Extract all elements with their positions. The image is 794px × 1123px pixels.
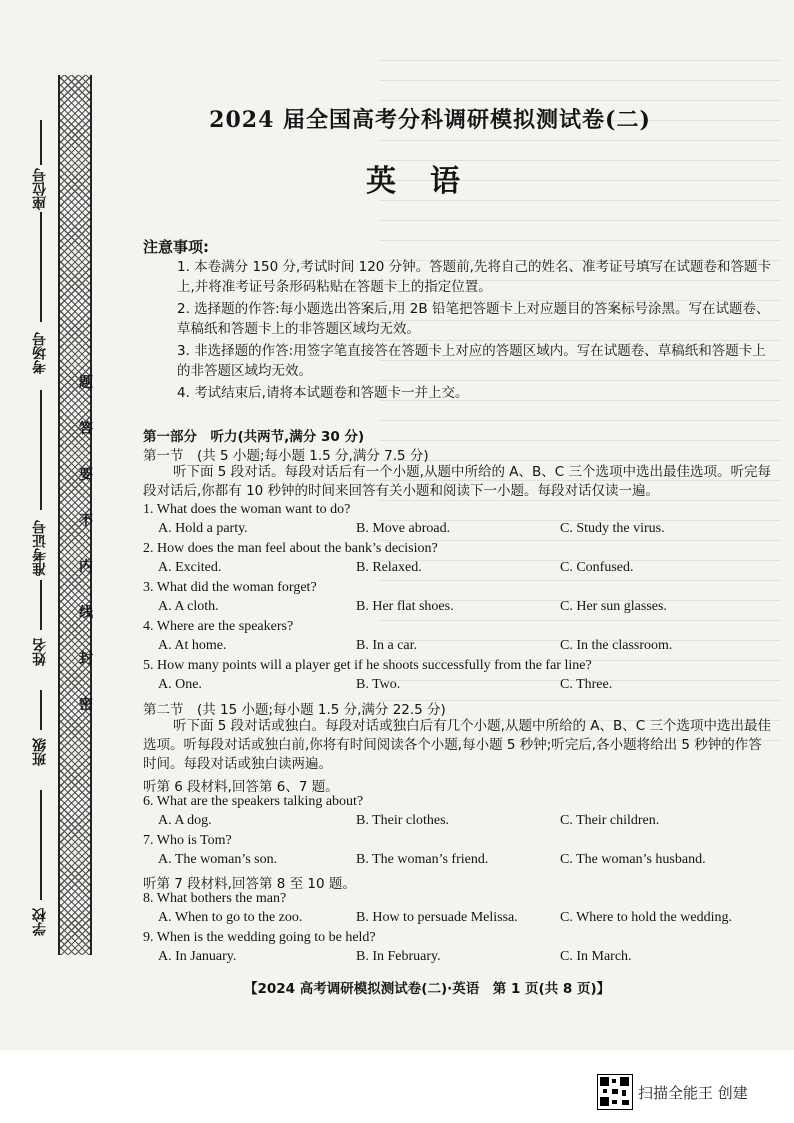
seal-char: 题 xyxy=(79,375,93,391)
room-label: 考场号 xyxy=(32,332,48,374)
subject-title: 英语 xyxy=(366,164,494,199)
option-c: C. In March. xyxy=(560,949,632,964)
seal-char: 要 xyxy=(79,467,93,483)
option-b: B. Two. xyxy=(356,677,401,692)
seal-char: 线 xyxy=(79,605,93,621)
option-c: C. Three. xyxy=(560,677,613,692)
question-text: 3. What did the woman forget? xyxy=(143,580,317,595)
material-7-instruction: 听第 7 段材料,回答第 8 至 10 题。 xyxy=(143,876,356,892)
option-a: A. At home. xyxy=(158,638,227,653)
question-text: 9. When is the wedding going to be held? xyxy=(143,930,376,945)
option-c: C. Their children. xyxy=(560,813,660,828)
name-label: 姓名 xyxy=(32,638,48,666)
material-6-instruction: 听第 6 段材料,回答第 6、7 题。 xyxy=(143,779,339,795)
school-label: 学校 xyxy=(32,908,48,936)
room-line xyxy=(40,212,42,322)
option-a: A. A dog. xyxy=(158,813,212,828)
ticket-line xyxy=(40,390,42,510)
seal-char: 内 xyxy=(79,559,93,575)
question-text: 2. How does the man feel about the bank’s decision? xyxy=(143,541,438,556)
class-label: 班级 xyxy=(32,738,48,766)
question-text: 4. Where are the speakers? xyxy=(143,619,294,634)
section1-instructions: 听下面 5 段对话。每段对话后有一个小题,从题中所给的 A、B、C 三个选项中选出最佳选项。听完每段对话后,你都有 10 秒钟的时间来回答有关小题和阅读下一小题。每段对话仅读一遍。 xyxy=(143,464,771,499)
seal-char: 不 xyxy=(79,513,93,529)
option-c: C. Confused. xyxy=(560,560,634,575)
option-c: C. The woman’s husband. xyxy=(560,852,706,867)
qr-code-icon xyxy=(597,1074,633,1110)
page-footer: 【2024 高考调研模拟测试卷(二)·英语 第 1 页(共 8 页)】 xyxy=(244,981,611,997)
option-a: A. Excited. xyxy=(158,560,222,575)
notice-item: 2. 选择题的作答:每小题选出答案后,用 2B 铅笔把答题卡上对应题目的答案标号涂黑。写在试题卷、草稿纸和答题卡上的非答题区域均无效。 xyxy=(177,301,770,337)
option-c: C. Study the virus. xyxy=(560,521,665,536)
seal-char: 封 xyxy=(79,651,93,667)
notice-item: 4. 考试结束后,请将本试题卷和答题卡一并上交。 xyxy=(177,385,469,401)
class-line xyxy=(40,690,42,730)
name-line xyxy=(40,580,42,630)
question-text: 1. What does the woman want to do? xyxy=(143,502,351,517)
option-b: B. In a car. xyxy=(356,638,418,653)
option-a: A. Hold a party. xyxy=(158,521,248,536)
option-c: C. In the classroom. xyxy=(560,638,673,653)
part1-heading: 第一部分 听力(共两节,满分 30 分) xyxy=(143,429,365,445)
option-c: C. Where to hold the wedding. xyxy=(560,910,732,925)
option-b: B. Move abroad. xyxy=(356,521,451,536)
option-b: B. How to persuade Melissa. xyxy=(356,910,518,925)
option-b: B. The woman’s friend. xyxy=(356,852,489,867)
option-a: A. One. xyxy=(158,677,202,692)
option-c: C. Her sun glasses. xyxy=(560,599,667,614)
question-text: 8. What bothers the man? xyxy=(143,891,287,906)
option-b: B. In February. xyxy=(356,949,441,964)
option-b: B. Relaxed. xyxy=(356,560,422,575)
question-text: 7. Who is Tom? xyxy=(143,833,232,848)
section2-instructions: 听下面 5 段对话或独白。每段对话或独白后有几个小题,从题中所给的 A、B、C 三个选项中选出最佳选项。听每段对话或独白前,你将有时间阅读各个小题,每小题 5 秒钟;听完后,各小题将给出 5 秒钟的作答时间。每段对话或独白读两遍。 xyxy=(143,718,771,772)
seat-line xyxy=(40,120,42,165)
notice-item: 3. 非选择题的作答:用签字笔直接答在答题卡上对应的答题区域内。写在试题卷、草稿纸和答题卡上的非答题区域均无效。 xyxy=(177,343,766,379)
school-line xyxy=(40,790,42,900)
option-b: B. Her flat shoes. xyxy=(356,599,454,614)
section2-heading: 第二节 (共 15 小题;每小题 1.5 分,满分 22.5 分) xyxy=(143,702,446,718)
scanner-watermark: 扫描全能王 创建 xyxy=(638,1084,748,1102)
notice-item: 1. 本卷满分 150 分,考试时间 120 分钟。答题前,先将自己的姓名、准考证号填写在试题卷和答题卡上,并将准考证号条形码粘贴在答题卡上的指定位置。 xyxy=(177,259,771,295)
option-a: A. The woman’s son. xyxy=(158,852,278,867)
ticket-label: 准考证号 xyxy=(32,520,48,576)
option-a: A. In January. xyxy=(158,949,237,964)
question-text: 5. How many points will a player get if he shoots successfully from the far line? xyxy=(143,658,592,673)
seal-char: 密 xyxy=(79,697,93,713)
option-a: A. When to go to the zoo. xyxy=(158,910,303,925)
question-text: 6. What are the speakers talking about? xyxy=(143,794,364,809)
seat-label: 座位号 xyxy=(32,168,48,210)
option-a: A. A cloth. xyxy=(158,599,219,614)
section1-heading: 第一节 (共 5 小题;每小题 1.5 分,满分 7.5 分) xyxy=(143,448,429,464)
option-b: B. Their clothes. xyxy=(356,813,450,828)
seal-char: 答 xyxy=(79,421,93,437)
notice-heading: 注意事项: xyxy=(143,238,209,256)
exam-title: 2024 届全国高考分科调研模拟测试卷(二) xyxy=(209,107,651,133)
